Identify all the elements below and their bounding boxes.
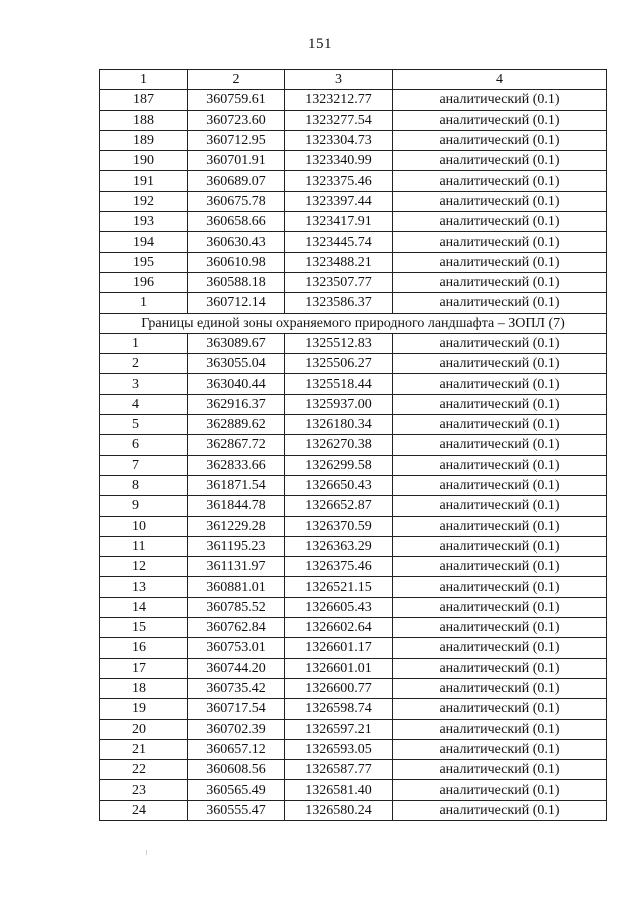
point-number-cell: 2 xyxy=(100,354,188,374)
point-number-cell: 195 xyxy=(100,252,188,272)
method-cell: аналитический (0.1) xyxy=(393,130,607,150)
section-row xyxy=(100,313,607,333)
method-cell: аналитический (0.1) xyxy=(393,475,607,495)
table-row xyxy=(100,597,607,617)
point-number-cell: 188 xyxy=(100,110,188,130)
table-row xyxy=(100,455,607,475)
point-number-cell: 4 xyxy=(100,394,188,414)
y-coordinate-cell: 1326180.34 xyxy=(285,415,393,435)
x-coordinate-cell: 360689.07 xyxy=(188,171,285,191)
y-coordinate-cell: 1326605.43 xyxy=(285,597,393,617)
y-coordinate-cell: 1323417.91 xyxy=(285,212,393,232)
x-coordinate-cell: 360675.78 xyxy=(188,191,285,211)
table-row xyxy=(100,212,607,232)
point-number-cell: 16 xyxy=(100,638,188,658)
point-number-cell: 21 xyxy=(100,739,188,759)
table-row xyxy=(100,760,607,780)
y-coordinate-cell: 1323445.74 xyxy=(285,232,393,252)
method-cell: аналитический (0.1) xyxy=(393,272,607,292)
y-coordinate-cell: 1326650.43 xyxy=(285,475,393,495)
x-coordinate-cell: 361871.54 xyxy=(188,475,285,495)
y-coordinate-cell: 1325518.44 xyxy=(285,374,393,394)
x-coordinate-cell: 362916.37 xyxy=(188,394,285,414)
table-row xyxy=(100,151,607,171)
table-row xyxy=(100,293,607,313)
y-coordinate-cell: 1325506.27 xyxy=(285,354,393,374)
page-number: 151 xyxy=(308,36,332,52)
table-row xyxy=(100,232,607,252)
x-coordinate-cell: 360555.47 xyxy=(188,800,285,820)
x-coordinate-cell: 360717.54 xyxy=(188,699,285,719)
y-coordinate-cell: 1326602.64 xyxy=(285,618,393,638)
table-row xyxy=(100,719,607,739)
table-row xyxy=(100,354,607,374)
table-row xyxy=(100,171,607,191)
method-cell: аналитический (0.1) xyxy=(393,455,607,475)
x-coordinate-cell: 360565.49 xyxy=(188,780,285,800)
x-coordinate-cell: 360753.01 xyxy=(188,638,285,658)
point-number-cell: 17 xyxy=(100,658,188,678)
method-cell: аналитический (0.1) xyxy=(393,232,607,252)
y-coordinate-cell: 1326580.24 xyxy=(285,800,393,820)
x-coordinate-cell: 363055.04 xyxy=(188,354,285,374)
column-header: 4 xyxy=(393,70,607,90)
method-cell: аналитический (0.1) xyxy=(393,110,607,130)
method-cell: аналитический (0.1) xyxy=(393,618,607,638)
x-coordinate-cell: 360608.56 xyxy=(188,760,285,780)
table-row xyxy=(100,557,607,577)
x-coordinate-cell: 360658.66 xyxy=(188,212,285,232)
point-number-cell: 14 xyxy=(100,597,188,617)
x-coordinate-cell: 360630.43 xyxy=(188,232,285,252)
point-number-cell: 187 xyxy=(100,90,188,110)
y-coordinate-cell: 1326600.77 xyxy=(285,678,393,698)
y-coordinate-cell: 1326598.74 xyxy=(285,699,393,719)
method-cell: аналитический (0.1) xyxy=(393,678,607,698)
x-coordinate-cell: 360657.12 xyxy=(188,739,285,759)
x-coordinate-cell: 360712.14 xyxy=(188,293,285,313)
table-row xyxy=(100,110,607,130)
column-header: 2 xyxy=(188,70,285,90)
method-cell: аналитический (0.1) xyxy=(393,293,607,313)
y-coordinate-cell: 1326587.77 xyxy=(285,760,393,780)
x-coordinate-cell: 360744.20 xyxy=(188,658,285,678)
table-row xyxy=(100,658,607,678)
point-number-cell: 3 xyxy=(100,374,188,394)
column-header: 3 xyxy=(285,70,393,90)
point-number-cell: 23 xyxy=(100,780,188,800)
x-coordinate-cell: 363089.67 xyxy=(188,333,285,353)
table-row xyxy=(100,577,607,597)
point-number-cell: 1 xyxy=(100,333,188,353)
x-coordinate-cell: 362867.72 xyxy=(188,435,285,455)
table-row xyxy=(100,394,607,414)
method-cell: аналитический (0.1) xyxy=(393,577,607,597)
x-coordinate-cell: 361131.97 xyxy=(188,557,285,577)
y-coordinate-cell: 1326375.46 xyxy=(285,557,393,577)
method-cell: аналитический (0.1) xyxy=(393,374,607,394)
y-coordinate-cell: 1326581.40 xyxy=(285,780,393,800)
y-coordinate-cell: 1323586.37 xyxy=(285,293,393,313)
method-cell: аналитический (0.1) xyxy=(393,699,607,719)
method-cell: аналитический (0.1) xyxy=(393,252,607,272)
x-coordinate-cell: 360723.60 xyxy=(188,110,285,130)
method-cell: аналитический (0.1) xyxy=(393,171,607,191)
method-cell: аналитический (0.1) xyxy=(393,536,607,556)
table-row xyxy=(100,780,607,800)
method-cell: аналитический (0.1) xyxy=(393,354,607,374)
x-coordinate-cell: 360701.91 xyxy=(188,151,285,171)
table-row xyxy=(100,435,607,455)
point-number-cell: 15 xyxy=(100,618,188,638)
table-row xyxy=(100,475,607,495)
x-coordinate-cell: 362889.62 xyxy=(188,415,285,435)
method-cell: аналитический (0.1) xyxy=(393,415,607,435)
column-header: 1 xyxy=(100,70,188,90)
table-row xyxy=(100,374,607,394)
table-row xyxy=(100,536,607,556)
y-coordinate-cell: 1326363.29 xyxy=(285,536,393,556)
table-row xyxy=(100,272,607,292)
method-cell: аналитический (0.1) xyxy=(393,739,607,759)
table-row xyxy=(100,678,607,698)
method-cell: аналитический (0.1) xyxy=(393,760,607,780)
x-coordinate-cell: 363040.44 xyxy=(188,374,285,394)
point-number-cell: 193 xyxy=(100,212,188,232)
table-row xyxy=(100,699,607,719)
point-number-cell: 7 xyxy=(100,455,188,475)
point-number-cell: 6 xyxy=(100,435,188,455)
y-coordinate-cell: 1326370.59 xyxy=(285,516,393,536)
x-coordinate-cell: 360610.98 xyxy=(188,252,285,272)
y-coordinate-cell: 1323277.54 xyxy=(285,110,393,130)
method-cell: аналитический (0.1) xyxy=(393,638,607,658)
point-number-cell: 189 xyxy=(100,130,188,150)
y-coordinate-cell: 1323340.99 xyxy=(285,151,393,171)
scan-artifact xyxy=(146,850,147,855)
method-cell: аналитический (0.1) xyxy=(393,557,607,577)
table-row xyxy=(100,618,607,638)
method-cell: аналитический (0.1) xyxy=(393,658,607,678)
method-cell: аналитический (0.1) xyxy=(393,800,607,820)
x-coordinate-cell: 360759.61 xyxy=(188,90,285,110)
point-number-cell: 8 xyxy=(100,475,188,495)
y-coordinate-cell: 1326601.01 xyxy=(285,658,393,678)
y-coordinate-cell: 1323304.73 xyxy=(285,130,393,150)
method-cell: аналитический (0.1) xyxy=(393,435,607,455)
y-coordinate-cell: 1326597.21 xyxy=(285,719,393,739)
table-row xyxy=(100,191,607,211)
y-coordinate-cell: 1323507.77 xyxy=(285,272,393,292)
point-number-cell: 10 xyxy=(100,516,188,536)
point-number-cell: 13 xyxy=(100,577,188,597)
x-coordinate-cell: 360712.95 xyxy=(188,130,285,150)
point-number-cell: 9 xyxy=(100,496,188,516)
x-coordinate-cell: 360735.42 xyxy=(188,678,285,698)
y-coordinate-cell: 1326270.38 xyxy=(285,435,393,455)
method-cell: аналитический (0.1) xyxy=(393,597,607,617)
y-coordinate-cell: 1326601.17 xyxy=(285,638,393,658)
point-number-cell: 12 xyxy=(100,557,188,577)
section-title: Границы единой зоны охраняемого природного ландшафта – ЗОПЛ (7) xyxy=(100,313,607,333)
point-number-cell: 22 xyxy=(100,760,188,780)
point-number-cell: 20 xyxy=(100,719,188,739)
method-cell: аналитический (0.1) xyxy=(393,719,607,739)
coordinates-table xyxy=(99,69,607,821)
x-coordinate-cell: 360702.39 xyxy=(188,719,285,739)
y-coordinate-cell: 1326652.87 xyxy=(285,496,393,516)
y-coordinate-cell: 1326299.58 xyxy=(285,455,393,475)
table-row xyxy=(100,516,607,536)
point-number-cell: 5 xyxy=(100,415,188,435)
table-body xyxy=(100,70,607,821)
method-cell: аналитический (0.1) xyxy=(393,780,607,800)
method-cell: аналитический (0.1) xyxy=(393,191,607,211)
y-coordinate-cell: 1325512.83 xyxy=(285,333,393,353)
table-row xyxy=(100,739,607,759)
header-row xyxy=(100,70,607,90)
method-cell: аналитический (0.1) xyxy=(393,212,607,232)
method-cell: аналитический (0.1) xyxy=(393,90,607,110)
point-number-cell: 194 xyxy=(100,232,188,252)
y-coordinate-cell: 1323397.44 xyxy=(285,191,393,211)
table-row xyxy=(100,496,607,516)
table-row xyxy=(100,638,607,658)
table-row xyxy=(100,333,607,353)
y-coordinate-cell: 1326593.05 xyxy=(285,739,393,759)
x-coordinate-cell: 360881.01 xyxy=(188,577,285,597)
y-coordinate-cell: 1323488.21 xyxy=(285,252,393,272)
method-cell: аналитический (0.1) xyxy=(393,151,607,171)
method-cell: аналитический (0.1) xyxy=(393,516,607,536)
y-coordinate-cell: 1323375.46 xyxy=(285,171,393,191)
method-cell: аналитический (0.1) xyxy=(393,394,607,414)
point-number-cell: 190 xyxy=(100,151,188,171)
x-coordinate-cell: 361844.78 xyxy=(188,496,285,516)
point-number-cell: 11 xyxy=(100,536,188,556)
table-row xyxy=(100,130,607,150)
x-coordinate-cell: 361195.23 xyxy=(188,536,285,556)
point-number-cell: 18 xyxy=(100,678,188,698)
point-number-cell: 192 xyxy=(100,191,188,211)
point-number-cell: 191 xyxy=(100,171,188,191)
x-coordinate-cell: 360785.52 xyxy=(188,597,285,617)
method-cell: аналитический (0.1) xyxy=(393,496,607,516)
y-coordinate-cell: 1326521.15 xyxy=(285,577,393,597)
y-coordinate-cell: 1325937.00 xyxy=(285,394,393,414)
point-number-cell: 196 xyxy=(100,272,188,292)
x-coordinate-cell: 360588.18 xyxy=(188,272,285,292)
table-row xyxy=(100,415,607,435)
point-number-cell: 24 xyxy=(100,800,188,820)
point-number-cell: 19 xyxy=(100,699,188,719)
y-coordinate-cell: 1323212.77 xyxy=(285,90,393,110)
x-coordinate-cell: 362833.66 xyxy=(188,455,285,475)
table-row xyxy=(100,252,607,272)
point-number-cell: 1 xyxy=(100,293,188,313)
x-coordinate-cell: 361229.28 xyxy=(188,516,285,536)
method-cell: аналитический (0.1) xyxy=(393,333,607,353)
table-row xyxy=(100,90,607,110)
x-coordinate-cell: 360762.84 xyxy=(188,618,285,638)
table-row xyxy=(100,800,607,820)
